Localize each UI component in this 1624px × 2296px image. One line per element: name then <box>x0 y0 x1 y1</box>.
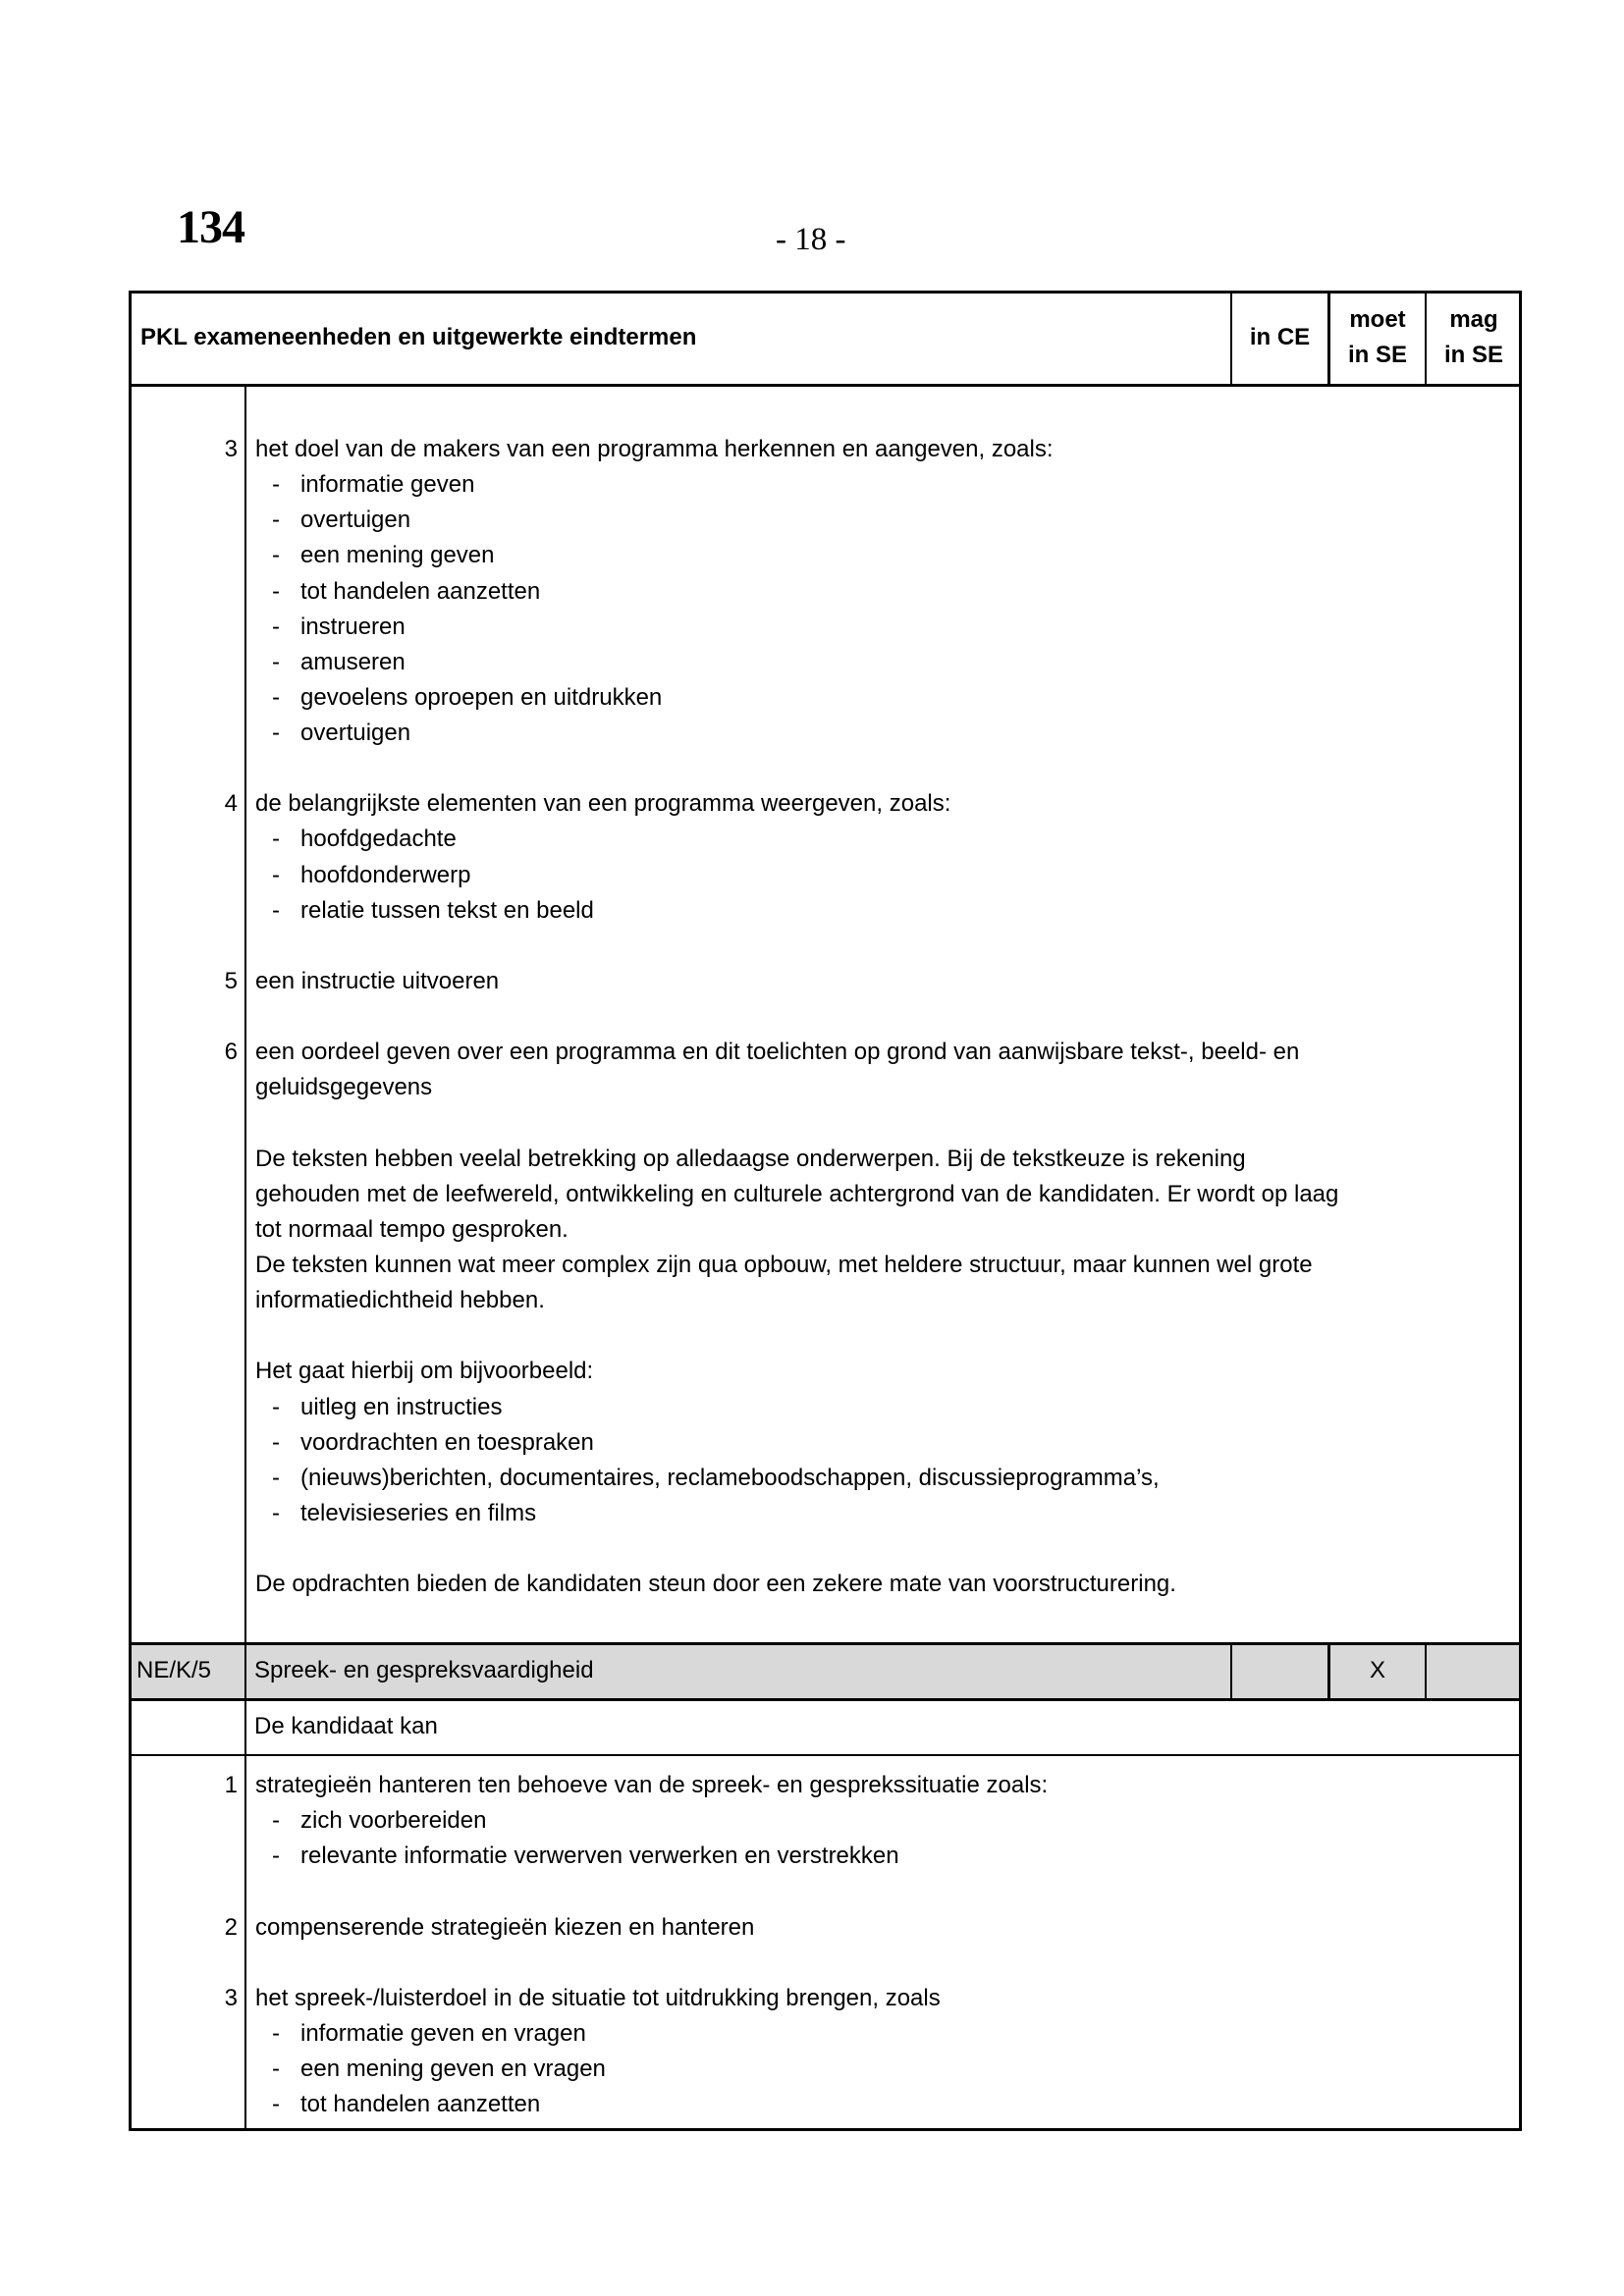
item-text: geluidsgegevens <box>255 1074 433 1101</box>
bullet-dash: - <box>272 613 280 640</box>
unit-moet-in-se-mark: X <box>1369 1657 1385 1683</box>
bullet-dash: - <box>272 1464 280 1491</box>
item-text: het spreek-/luisterdoel in de situatie tot uitdrukking brengen, zoals <box>255 1984 941 2011</box>
header-mag-line2: in SE <box>1443 342 1503 368</box>
bullet-dash: - <box>272 542 280 569</box>
divider <box>132 1698 1519 1701</box>
divider <box>132 1642 1519 1645</box>
list-item: zich voorbereiden <box>300 1807 487 1835</box>
item-text: compenserende strategieën kiezen en hanteren <box>255 1913 755 1941</box>
divider <box>132 384 1519 387</box>
list-item: relatie tussen tekst en beeld <box>300 896 594 924</box>
paragraph-line: tot normaal tempo gesproken. <box>255 1215 568 1243</box>
item-number: 1 <box>224 1772 238 1798</box>
bullet-dash: - <box>272 720 280 747</box>
item-number: 4 <box>224 790 238 818</box>
document-number: 134 <box>177 201 244 253</box>
item-text: een instructie uitvoeren <box>255 967 500 994</box>
list-item: hoofdgedachte <box>300 826 457 853</box>
divider <box>132 1754 1519 1756</box>
list-item: overtuigen <box>300 720 411 747</box>
divider <box>1425 1644 1427 1699</box>
bullet-dash: - <box>272 826 280 853</box>
paragraph-line: informatiedichtheid hebben. <box>255 1287 545 1314</box>
header-in-ce: in CE <box>1249 324 1311 350</box>
page-number: - 18 - <box>776 222 846 257</box>
paragraph-line: De teksten kunnen wat meer complex zijn qua opbouw, met heldere structuur, maar kunnen wel grote <box>255 1251 1313 1278</box>
list-item: informatie geven en vragen <box>300 2019 586 2047</box>
unit-title: Spreek- en gespreksvaardigheid <box>254 1657 594 1683</box>
header-mag-line1: mag <box>1449 306 1498 333</box>
bullet-dash: - <box>272 1842 280 1870</box>
list-item: tot handelen aanzetten <box>300 577 541 605</box>
closing-text: De opdrachten bieden de kandidaten steun door een zekere mate van voorstructurering. <box>255 1571 1176 1598</box>
header-moet-line2: in SE <box>1347 342 1407 368</box>
list-item: gevoelens oproepen en uitdrukken <box>300 683 663 711</box>
item-number: 3 <box>224 1984 238 2011</box>
divider <box>1230 1644 1232 1699</box>
list-item: een mening geven <box>300 542 495 569</box>
paragraph-line: De teksten hebben veelal betrekking op alledaagse onderwerpen. Bij de tekstkeuze is rekening <box>255 1145 1246 1172</box>
item-text: het doel van de makers van een programma herkennen en aangeven, zoals: <box>255 436 1054 462</box>
candidate-intro: De kandidaat kan <box>254 1713 438 1739</box>
bullet-dash: - <box>272 2091 280 2118</box>
bullet-dash: - <box>272 861 280 888</box>
list-item: tot handelen aanzetten <box>300 2091 541 2118</box>
list-item: een mening geven en vragen <box>300 2056 606 2083</box>
item-text: een oordeel geven over een programma en dit toelichten op grond van aanwijsbare tekst-, beeld- en <box>255 1039 1300 1066</box>
item-number: 2 <box>224 1913 238 1941</box>
list-item: amuseren <box>300 648 406 675</box>
bullet-dash: - <box>272 1428 280 1456</box>
example-item: (nieuws)berichten, documentaires, reclameboodschappen, discussieprogramma’s, <box>300 1464 1160 1491</box>
list-item: overtuigen <box>300 507 411 534</box>
bullet-dash: - <box>272 683 280 711</box>
bullet-dash: - <box>272 507 280 534</box>
bullet-dash: - <box>272 896 280 924</box>
example-item: uitleg en instructies <box>300 1393 503 1420</box>
example-item: televisieseries en films <box>300 1499 537 1526</box>
bullet-dash: - <box>272 648 280 675</box>
list-item: relevante informatie verwerven verwerken en verstrekken <box>300 1842 899 1870</box>
example-item: voordrachten en toespraken <box>300 1428 594 1456</box>
unit-code: NE/K/5 <box>136 1657 212 1683</box>
divider <box>244 386 246 2128</box>
bullet-dash: - <box>272 1393 280 1420</box>
bullet-dash: - <box>272 471 280 499</box>
list-item: hoofdonderwerp <box>300 861 471 888</box>
table-header-title: PKL exameneenheden en uitgewerkte eindtermen <box>140 324 697 350</box>
header-moet-line1: moet <box>1349 306 1406 333</box>
item-text: strategieën hanteren ten behoeve van de spreek- en gesprekssituatie zoals: <box>255 1772 1049 1798</box>
item-number: 5 <box>224 967 238 994</box>
bullet-dash: - <box>272 1499 280 1526</box>
item-text: de belangrijkste elementen van een programma weergeven, zoals: <box>255 790 951 818</box>
bullet-dash: - <box>272 577 280 605</box>
list-item: informatie geven <box>300 471 475 499</box>
list-item: instrueren <box>300 613 406 640</box>
eindtermen-table <box>129 291 1522 2131</box>
item-number: 6 <box>224 1039 238 1066</box>
bullet-dash: - <box>272 2056 280 2083</box>
bullet-dash: - <box>272 2019 280 2047</box>
paragraph-line: gehouden met de leefwereld, ontwikkeling en culturele achtergrond van de kandidaten. Er wordt op laag <box>255 1180 1339 1207</box>
item-number: 3 <box>224 436 238 462</box>
examples-intro: Het gaat hierbij om bijvoorbeeld: <box>255 1358 594 1385</box>
bullet-dash: - <box>272 1807 280 1835</box>
